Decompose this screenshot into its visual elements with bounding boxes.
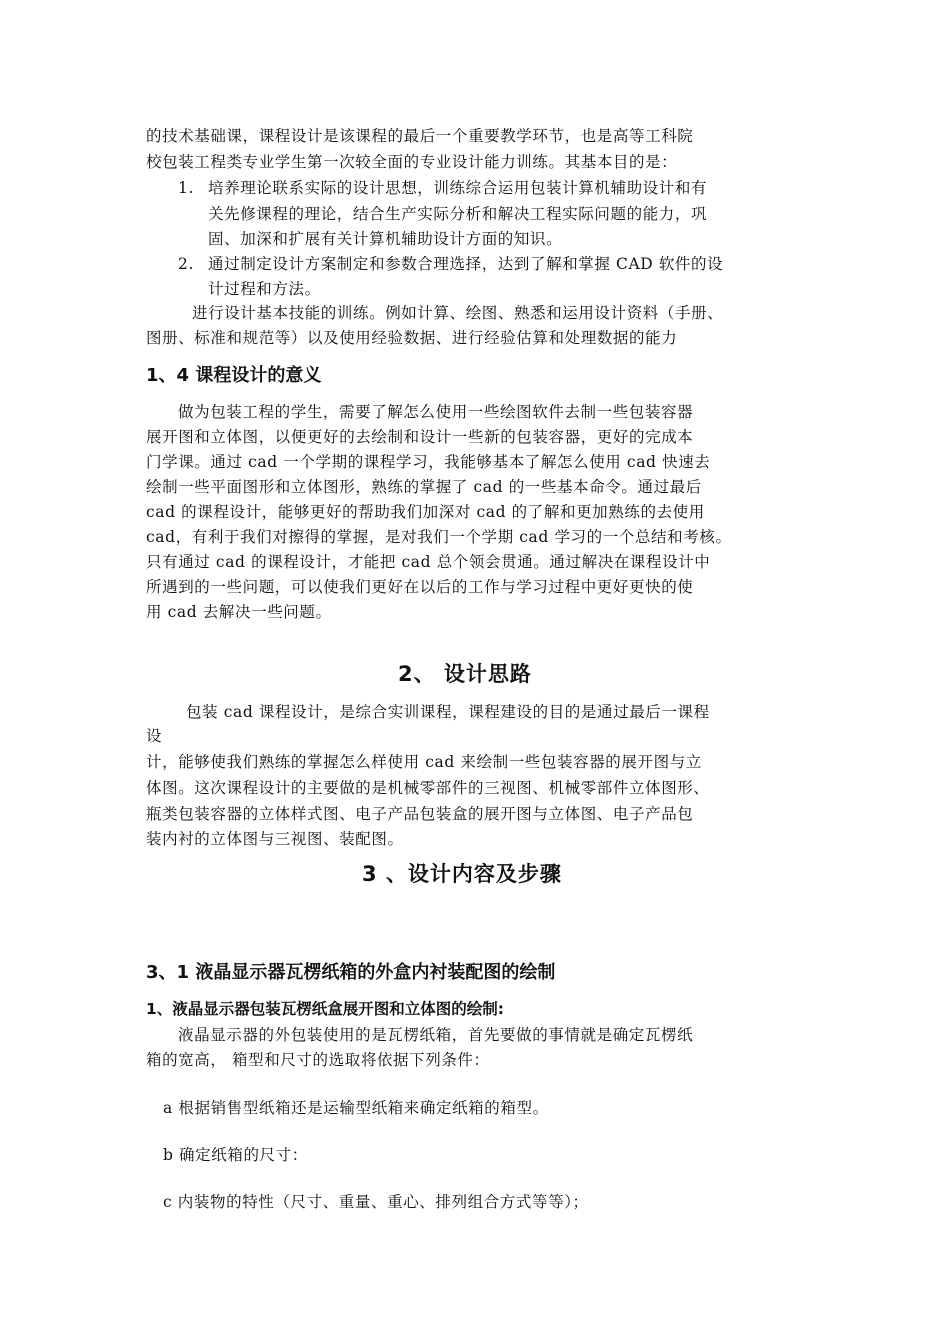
intro-line-1: 的技术基础课，课程设计是该课程的最后一个重要教学环节，也是高等工科院	[146, 127, 694, 145]
section-1-4-line: 展开图和立体图，以便更好的去绘制和设计一些新的包装容器，更好的完成本	[146, 428, 694, 446]
section-2-line: 瓶类包装容器的立体样式图、电子产品包装盒的展开图与立体图、电子产品包	[146, 805, 694, 823]
section-2-line: 计，能够使我们熟练的掌握怎么样使用 cad 来绘制一些包装容器的展开图与立	[146, 753, 702, 771]
section-2-line: 设	[146, 727, 163, 745]
section-2-line: 体图。这次课程设计的主要做的是机械零部件的三视图、机械零部件立体图形、	[146, 779, 710, 797]
intro-item-2-line-2: 计过程和方法。	[208, 280, 321, 298]
section-1-4-line: 门学课。通过 cad 一个学期的课程学习，我能够基本了解怎么使用 cad 快速去	[146, 453, 711, 471]
intro-paragraph-line-2: 图册、标准和规范等）以及使用经验数据、进行经验估算和处理数据的能力	[146, 329, 678, 347]
list-number: 1.	[178, 179, 194, 197]
section-1-4-heading: 1、4 课程设计的意义	[146, 365, 322, 386]
intro-item-1	[178, 176, 707, 200]
section-3-heading: 3 、设计内容及步骤	[362, 862, 562, 886]
condition-item-c: c 内装物的特性（尺寸、重量、重心、排列组合方式等等）；	[163, 1193, 589, 1211]
section-3-1-line: 箱的宽高， 箱型和尺寸的选取将依据下列条件：	[146, 1051, 490, 1069]
section-3-1-line: 液晶显示器的外包装使用的是瓦楞纸箱，首先要做的事情就是确定瓦楞纸	[178, 1026, 694, 1044]
section-1-4-line: 绘制一些平面图形和立体图形，熟练的掌握了 cad 的一些基本命令。通过最后	[146, 478, 702, 496]
section-2-line: 装内衬的立体图与三视图、装配图。	[146, 830, 404, 848]
list-number: 2.	[178, 255, 194, 273]
intro-item-2	[178, 252, 723, 276]
section-1-4-line: 只有通过 cad 的课程设计，才能把 cad 总个领会贯通。通过解决在课程设计中	[146, 553, 711, 571]
section-1-4-line: cad 的课程设计，能够更好的帮助我们加深对 cad 的了解和更加熟练的去使用	[146, 503, 705, 521]
condition-item-b: b 确定纸箱的尺寸：	[163, 1146, 308, 1164]
section-2-line: 包装 cad 课程设计，是综合实训课程，课程建设的目的是通过最后一课程	[186, 703, 710, 721]
intro-item-1-line-2: 关先修课程的理论，结合生产实际分析和解决工程实际问题的能力，巩	[208, 205, 708, 223]
condition-item-a: a 根据销售型纸箱还是运输型纸箱来确定纸箱的箱型。	[163, 1099, 549, 1117]
intro-line-2: 校包装工程类专业学生第一次较全面的专业设计能力训练。其基本目的是：	[146, 153, 678, 171]
section-1-4-line: 用 cad 去解决一些问题。	[146, 603, 332, 621]
section-3-1-heading: 3、1 液晶显示器瓦楞纸箱的外盒内衬装配图的绘制	[146, 962, 556, 983]
section-1-4-line: cad，有利于我们对擦得的掌握，是对我们一个学期 cad 学习的一个总结和考核。	[146, 528, 732, 546]
intro-paragraph-line-1: 进行设计基本技能的训练。例如计算、绘图、熟悉和运用设计资料（手册、	[192, 304, 724, 322]
section-3-1-subheading: 1、液晶显示器包装瓦楞纸盒展开图和立体图的绘制:	[146, 1000, 504, 1018]
section-1-4-line: 所遇到的一些问题，可以使我们更好在以后的工作与学习过程中更好更快的使	[146, 578, 694, 596]
section-1-4-line: 做为包装工程的学生，需要了解怎么使用一些绘图软件去制一些包装容器	[178, 403, 694, 421]
list-text: 培养理论联系实际的设计思想，训练综合运用包装计算机辅助设计和有	[208, 179, 708, 197]
intro-item-1-line-3: 固、加深和扩展有关计算机辅助设计方面的知识。	[208, 230, 563, 248]
section-2-heading: 2、 设计思路	[398, 662, 532, 686]
list-text: 通过制定设计方案制定和参数合理选择，达到了解和掌握 CAD 软件的设	[208, 255, 724, 273]
